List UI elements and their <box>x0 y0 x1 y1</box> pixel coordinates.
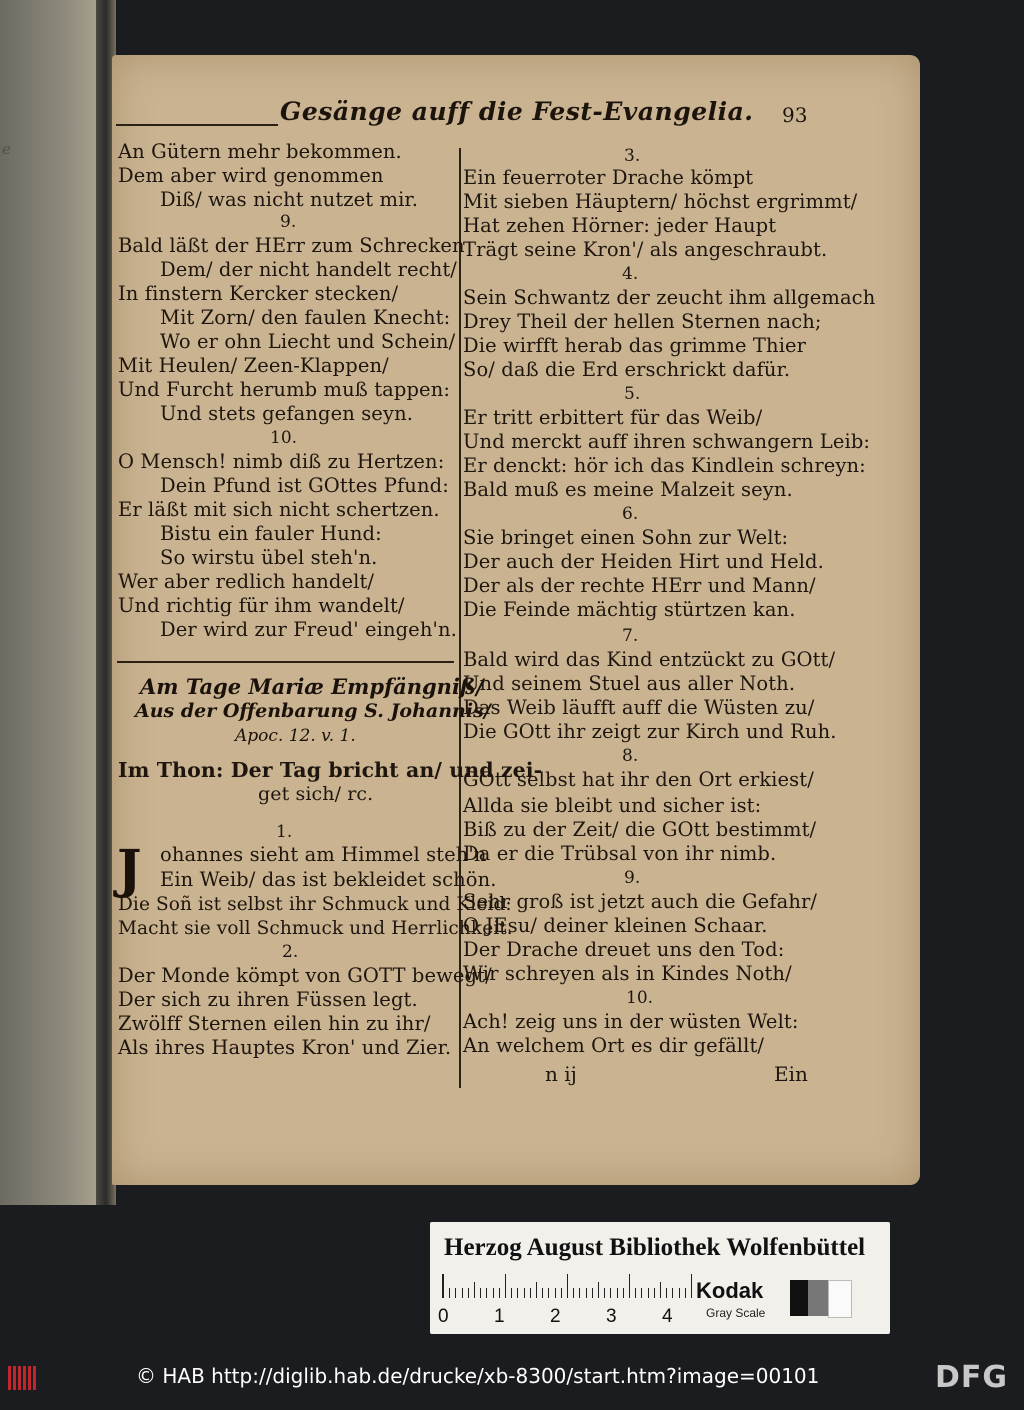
tune-line: get sich/ rc. <box>258 783 374 805</box>
verse-line: Er denckt: hör ich das Kindlein schreyn: <box>463 454 866 477</box>
verse-line: Drey Theil der hellen Sternen nach; <box>463 310 822 333</box>
ruler-tick <box>517 1288 518 1298</box>
verse-line: ohannes sieht am Himmel steh'n <box>160 843 487 866</box>
verse-line: Und seinem Stuel aus aller Noth. <box>463 672 796 695</box>
verse-number: 8. <box>622 746 639 766</box>
verse-number: 4. <box>622 264 639 284</box>
verse-line: Sehr groß ist jetzt auch die Gefahr/ <box>463 890 818 913</box>
verse-line: Biß zu der Zeit/ die GOtt bestimmt/ <box>463 818 817 841</box>
dfg-logo: DFG <box>935 1360 1009 1395</box>
verse-line: Hat zehen Hörner: jeder Haupt <box>463 214 777 237</box>
catchword: Ein <box>774 1062 808 1086</box>
verse-line: Diß/ was nicht nutzet mir. <box>160 188 419 211</box>
ruler-tick <box>530 1288 531 1298</box>
verse-line: Und stets gefangen seyn. <box>160 402 414 425</box>
verse-line: Dem/ der nicht handelt recht/ <box>160 258 457 281</box>
verse-line: Ein feuerroter Drache kömpt <box>463 166 754 189</box>
kodak-logo: Kodak <box>696 1278 764 1303</box>
ruler-tick <box>462 1288 463 1298</box>
verse-line: Mit sieben Häuptern/ höchst ergrimmt/ <box>463 190 858 213</box>
verse-line: Der sich zu ihren Füssen legt. <box>118 988 418 1011</box>
verse-line: So wirstu übel steh'n. <box>160 546 378 569</box>
verse-line: In finstern Kercker stecken/ <box>118 282 399 305</box>
ruler-tick <box>672 1288 673 1298</box>
verse-line: Die Soñ ist selbst ihr Schmuck und Kleid: <box>118 894 512 915</box>
verse-line: Der als der rechte HErr und Mann/ <box>463 574 816 597</box>
gray-swatch-white <box>828 1280 852 1318</box>
verse-line: Und richtig für ihm wandelt/ <box>118 594 405 617</box>
scale-label: 1 <box>494 1306 505 1327</box>
library-color-card <box>430 1222 890 1334</box>
verse-line: Der auch der Heiden Hirt und Held. <box>463 550 824 573</box>
copyright-link[interactable]: © HAB http://diglib.hab.de/drucke/xb-8300/start.htm?image=00101 <box>136 1364 820 1388</box>
verse-line: An welchem Ort es dir gefällt/ <box>463 1034 765 1057</box>
verse-line: An Gütern mehr bekommen. <box>118 140 402 163</box>
verse-line: Allda sie bleibt und sicher ist: <box>463 794 762 817</box>
verse-number: 2. <box>282 942 299 962</box>
verse-number: 10. <box>626 988 654 1008</box>
verse-line: Macht sie voll Schmuck und Herrlichkeit. <box>118 918 513 939</box>
hab-logo-bar <box>23 1366 26 1390</box>
page-number: 93 <box>782 103 808 127</box>
hab-logo-bar <box>18 1366 21 1390</box>
ruler-tick <box>648 1288 649 1298</box>
verse-number: 5. <box>624 384 641 404</box>
viewer-footer <box>0 1348 1024 1410</box>
ruler-tick <box>641 1288 642 1298</box>
verse-line: Er tritt erbittert für das Weib/ <box>463 406 763 429</box>
bleed-through-text: e <box>2 140 11 158</box>
ruler-tick <box>666 1288 667 1298</box>
ruler-tick <box>592 1288 593 1298</box>
scale-label: 0 <box>438 1306 449 1327</box>
ruler-tick <box>573 1288 574 1298</box>
section-rule <box>117 661 454 663</box>
verse-line: Bald muß es meine Malzeit seyn. <box>463 478 793 501</box>
verse-line: Da er die Trübsal von ihr nimb. <box>463 842 777 865</box>
ruler-tick <box>586 1288 587 1298</box>
ruler-tick <box>536 1282 537 1298</box>
ruler-tick <box>505 1274 506 1298</box>
verse-line: Der wird zur Freud' eingeh'n. <box>160 618 457 641</box>
ruler-tick <box>486 1288 487 1298</box>
ruler-tick <box>449 1288 450 1298</box>
ruler-tick <box>499 1288 500 1298</box>
ruler-tick <box>679 1288 680 1298</box>
ruler-tick <box>691 1274 692 1298</box>
verse-line: Trägt seine Kron'/ als angeschraubt. <box>463 238 828 261</box>
ruler-tick <box>511 1288 512 1298</box>
section-heading: Aus der Offenbarung S. Johannis/ <box>135 700 491 722</box>
verse-line: Und merckt auff ihren schwangern Leib: <box>463 430 871 453</box>
verse-line: Wo er ohn Liecht und Schein/ <box>160 330 456 353</box>
verse-line: Dem aber wird genommen <box>118 164 384 187</box>
signature-mark: n ij <box>545 1062 577 1086</box>
gray-scale-label: Gray Scale <box>706 1306 766 1320</box>
verse-number: 1. <box>276 822 293 842</box>
header-rule <box>116 124 278 126</box>
ruler-tick <box>604 1288 605 1298</box>
verse-number: 6. <box>622 504 639 524</box>
verse-line: Bistu ein fauler Hund: <box>160 522 382 545</box>
ruler-tick <box>493 1288 494 1298</box>
hab-logo-bar <box>33 1366 36 1390</box>
verse-number: 3. <box>624 146 641 166</box>
ruler-tick <box>524 1288 525 1298</box>
gray-swatch-mid <box>808 1280 828 1316</box>
verse-number: 9. <box>624 868 641 888</box>
gray-swatch-black <box>790 1280 808 1316</box>
verse-line: Wir schreyen als in Kindes Noth/ <box>463 962 792 985</box>
verse-line: Der Monde kömpt von GOTT bewegt/ <box>118 964 492 987</box>
verse-line: Mit Heulen/ Zeen-Klappen/ <box>118 354 389 377</box>
hab-logo-bar <box>13 1366 16 1390</box>
verse-line: Als ihres Hauptes Kron' und Zier. <box>118 1036 452 1059</box>
library-name: Herzog August Bibliothek Wolfenbüttel <box>444 1234 866 1261</box>
column-divider <box>459 148 461 1088</box>
verse-line: So/ daß die Erd erschrickt dafür. <box>463 358 791 381</box>
ruler-tick <box>623 1288 624 1298</box>
ruler-tick <box>617 1288 618 1298</box>
drop-cap: J <box>117 839 142 900</box>
ruler-tick <box>548 1288 549 1298</box>
scale-label: 2 <box>550 1306 561 1327</box>
ruler-tick <box>555 1288 556 1298</box>
scale-ruler <box>442 1274 693 1298</box>
verse-line: O Mensch! nimb diß zu Hertzen: <box>118 450 445 473</box>
ruler-tick <box>610 1288 611 1298</box>
scale-label: 4 <box>662 1306 673 1327</box>
verse-number: 9. <box>280 212 297 232</box>
section-heading: Apoc. 12. v. 1. <box>235 726 356 746</box>
verse-number: 7. <box>622 626 639 646</box>
verse-line: Die wirfft herab das grimme Thier <box>463 334 807 357</box>
verse-line: Der Drache dreuet uns den Tod: <box>463 938 785 961</box>
ruler-tick <box>443 1274 444 1298</box>
verse-line: Und Furcht herumb muß tappen: <box>118 378 451 401</box>
ruler-tick <box>480 1288 481 1298</box>
tune-line: Im Thon: Der Tag bricht an/ und zei- <box>118 758 543 782</box>
ruler-tick <box>455 1288 456 1298</box>
ruler-tick <box>468 1288 469 1298</box>
ruler-tick <box>579 1288 580 1298</box>
verse-line: Sie bringet einen Sohn zur Welt: <box>463 526 789 549</box>
ruler-tick <box>567 1274 568 1298</box>
verse-line: Die GOtt ihr zeigt zur Kirch und Ruh. <box>463 720 837 743</box>
running-header: Gesänge auff die Fest-Evangelia. <box>280 97 754 126</box>
verse-line: GOtt selbst hat ihr den Ort erkiest/ <box>463 768 814 791</box>
verse-line: Ein Weib/ das ist bekleidet schön. <box>160 868 497 891</box>
verse-line: Wer aber redlich handelt/ <box>118 570 375 593</box>
verse-line: Bald wird das Kind entzückt zu GOtt/ <box>463 648 836 671</box>
verse-line: Das Weib läufft auff die Wüsten zu/ <box>463 696 815 719</box>
verse-line: O JEsu/ deiner kleinen Schaar. <box>463 914 768 937</box>
scale-label: 3 <box>606 1306 617 1327</box>
ruler-tick <box>654 1288 655 1298</box>
hab-logo-bar <box>8 1366 11 1390</box>
ruler-tick <box>598 1282 599 1298</box>
section-heading: Am Tage Mariæ Empfängniß/ <box>140 674 484 699</box>
ruler-tick <box>629 1274 630 1298</box>
ruler-tick <box>660 1282 661 1298</box>
verse-line: Mit Zorn/ den faulen Knecht: <box>160 306 451 329</box>
ruler-tick <box>542 1288 543 1298</box>
verse-line: Sein Schwantz der zeucht ihm allgemach <box>463 286 876 309</box>
verse-line: Dein Pfund ist GOttes Pfund: <box>160 474 449 497</box>
verse-line: Ach! zeig uns in der wüsten Welt: <box>463 1010 799 1033</box>
hab-logo-bar <box>28 1366 31 1390</box>
verse-line: Bald läßt der HErr zum Schrecken <box>118 234 465 257</box>
verse-line: Die Feinde mächtig stürtzen kan. <box>463 598 796 621</box>
ruler-tick <box>635 1288 636 1298</box>
hab-logo-icon <box>6 1362 38 1392</box>
verse-number: 10. <box>270 428 298 448</box>
ruler-tick <box>561 1288 562 1298</box>
ruler-tick <box>474 1282 475 1298</box>
verse-line: Er läßt mit sich nicht schertzen. <box>118 498 440 521</box>
ruler-tick <box>685 1288 686 1298</box>
verse-line: Zwölff Sternen eilen hin zu ihr/ <box>118 1012 431 1035</box>
